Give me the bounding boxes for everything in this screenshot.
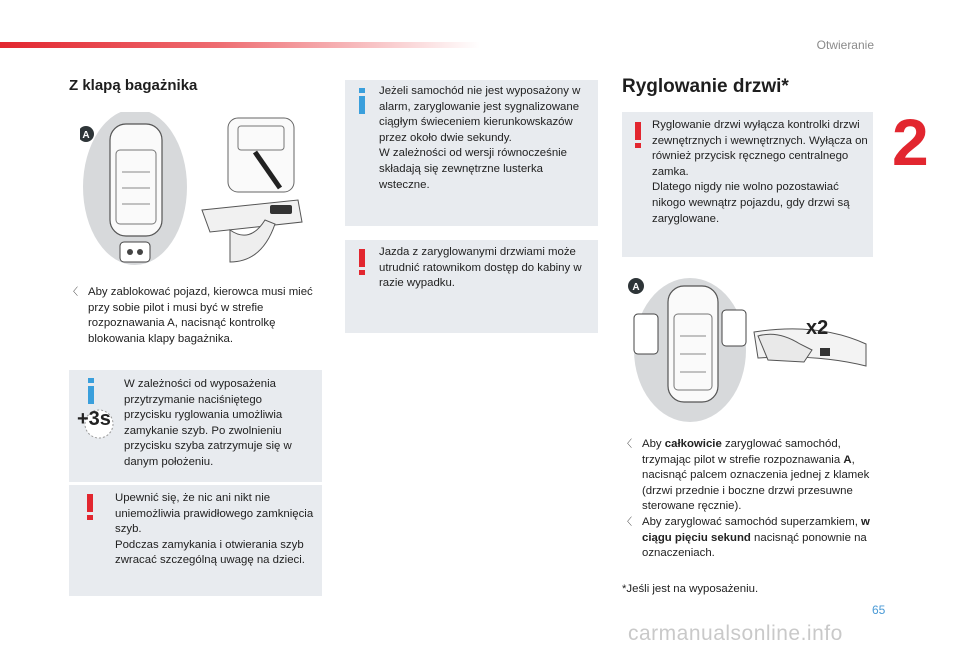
info-icon — [87, 378, 95, 410]
right-warning-box — [622, 112, 873, 257]
press-count-badge: x2 — [806, 317, 829, 339]
left-warning-text-2: Podczas zamykania i otwierania szyb zwracać szczególną uwagę na dzieci. — [115, 538, 305, 567]
warning-icon — [86, 494, 94, 526]
middle-info-text-1: Jeżeli samochód nie jest wyposażony w alarm, zaryglowanie jest sygnalizowane ciągłym świeceniem kierunkowskazów przez około dwie sekundy. — [379, 85, 581, 144]
watermark: carmanualsonline.info — [628, 622, 843, 645]
warning-icon — [634, 122, 642, 154]
footnote: *Jeśli jest na wyposażeniu. — [622, 583, 759, 595]
left-info-text: W zależności od wyposażenia przytrzymanie naciśniętego przycisku ryglowania umożliwia zamykanie szyb. Po zwolnieniu przycisku szyba zatrzymuje się w danym położeniu. — [124, 378, 292, 468]
middle-info-box — [345, 80, 598, 226]
right-title: Ryglowanie drzwi* — [622, 76, 789, 97]
bullet-marker: 〈 — [622, 517, 632, 528]
left-warning-box — [69, 485, 322, 596]
tailgate-illustration — [80, 112, 320, 282]
bullet-marker: 〈 — [68, 287, 78, 298]
info-icon — [358, 88, 366, 120]
middle-warning-box — [345, 240, 598, 333]
middle-warning-text: Jazda z zaryglowanymi drzwiami może utrudnić ratownikom dostęp do kabiny w razie wypadku. — [379, 246, 582, 290]
right-warning-text-2: Dlatego nigdy nie wolno pozostawiać nikogo wewnątrz pojazdu, gdy drzwi są zaryglowane. — [652, 181, 850, 225]
header-accent-bar — [0, 42, 480, 48]
right-bullet-1-text: Aby całkowicie zaryglować samochód, trzymając pilot w strefie rozpoznawania A, nacisnąć palcem oznaczenia jednej z klamek (drzwi przednie i boczne drzwi przesuwne sterowane ręcznie). — [642, 438, 870, 513]
right-warning-text-1: Ryglowanie drzwi wyłącza kontrolki drzwi zewnętrznych i wewnętrznych. Wyłącza on również przycisk ręcznego centralnego zamka. — [652, 119, 868, 178]
chapter-number: 2 — [892, 105, 929, 179]
middle-info-text-2: W zależności od wersji równocześnie składają się zewnętrzne lusterka wsteczne. — [379, 147, 568, 191]
timer-icon — [75, 408, 115, 448]
left-title: Z klapą bagażnika — [69, 77, 198, 94]
left-warning-text-1: Upewnić się, że nic ani nikt nie uniemożliwia prawidłowego zamknięcia szyb. — [115, 492, 314, 536]
left-info-box — [69, 370, 322, 482]
door-locking-illustration — [628, 270, 878, 425]
zone-label-a: A — [82, 130, 90, 141]
timer-label: +3s — [77, 408, 111, 430]
page-number: 65 — [872, 603, 886, 617]
bullet-marker: 〈 — [622, 439, 632, 450]
right-bullet-2-text: Aby zaryglować samochód superzamkiem, w ciągu pięciu sekund nacisnąć ponownie na oznaczeniach. — [642, 516, 870, 560]
warning-icon — [358, 249, 366, 281]
section-name: Otwieranie — [816, 38, 874, 52]
zone-label-a-right: A — [632, 282, 640, 293]
left-bullet-text: Aby zablokować pojazd, kierowca musi mieć przy sobie pilot i musi być w strefie rozpoznawania A, nacisnąć kontrolkę blokowania klapy bagażnika. — [88, 286, 313, 345]
